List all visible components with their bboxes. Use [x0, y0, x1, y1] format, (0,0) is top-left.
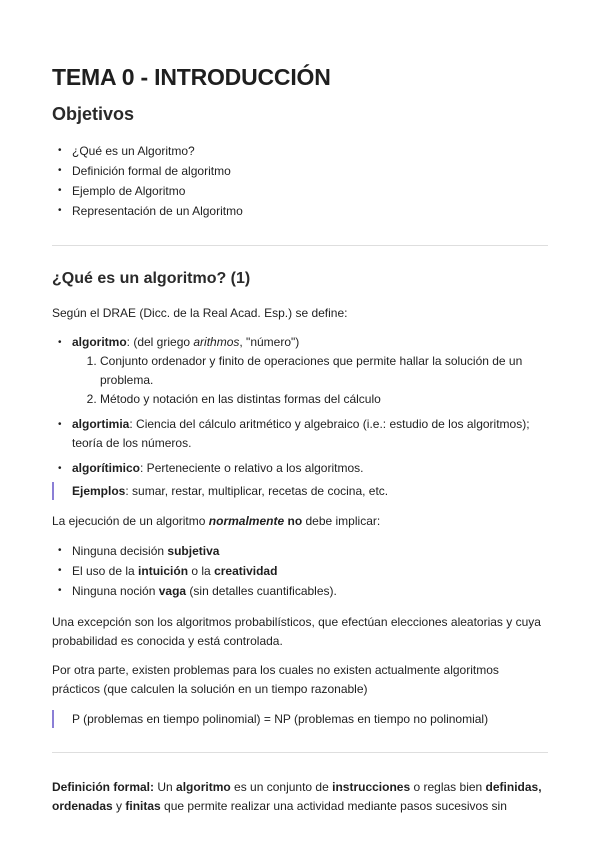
- formal-text: que permite realizar una actividad mediante pasos sucesivos sin: [160, 799, 507, 813]
- objectives-heading: Objetivos: [52, 104, 135, 124]
- definition-item: [58, 415, 548, 453]
- list-item: [58, 541, 337, 561]
- definition-item: [58, 459, 548, 478]
- section-divider: [52, 752, 548, 753]
- list-item: [58, 561, 337, 581]
- definition-item: [58, 333, 548, 409]
- definition-text: : Ciencia del cálculo aritmético y algebraico (i.e.: estudio de los algoritmos); teoría de los números.: [72, 417, 530, 450]
- condition-text: Ninguna noción: [72, 584, 159, 598]
- condition-text: Ninguna decisión: [72, 544, 168, 558]
- execution-negation: no: [287, 514, 303, 528]
- page-title: TEMA 0 - INTRODUCCIÓN: [52, 64, 331, 90]
- examples-text: : sumar, restar, multiplicar, recetas de cocina, etc.: [125, 484, 389, 498]
- formal-bold: instrucciones: [332, 780, 411, 794]
- formal-text: y: [112, 799, 126, 813]
- execution-emphasis: normalmente: [208, 514, 285, 528]
- sub-item: 1. Conjunto ordenador y finito de operaciones que permite hallar la solución de un problema.: [100, 352, 548, 390]
- condition-bold: vaga: [158, 584, 187, 598]
- pnp-callout: P (problemas en tiempo polinomial) = NP (problemas en tiempo no polinomial): [52, 710, 548, 728]
- examples-label: Ejemplos: [72, 484, 126, 498]
- definition-sublist: [72, 352, 548, 409]
- execution-paragraph: [52, 512, 548, 531]
- examples-callout: [52, 482, 548, 500]
- list-item: [58, 581, 337, 601]
- condition-bold: subjetiva: [167, 544, 220, 558]
- formal-bold: definidas, ordenadas: [52, 780, 542, 813]
- list-item: • Ejemplo de Algoritmo: [58, 181, 243, 201]
- execution-text: La ejecución de un algoritmo: [52, 514, 209, 528]
- list-item: • Definición formal de algoritmo: [58, 161, 243, 181]
- formal-bold: algoritmo: [176, 780, 231, 794]
- formal-bold: finitas: [125, 799, 161, 813]
- sub-item: 2. Método y notación en las distintas formas del cálculo: [100, 390, 548, 409]
- definition-text: : Perteneciente o relativo a los algoritmos.: [140, 461, 364, 475]
- definition-text: , "número"): [239, 335, 300, 349]
- formal-text: es un conjunto de: [230, 780, 333, 794]
- drae-intro: Según el DRAE (Dicc. de la Real Acad. Esp.) se define:: [52, 306, 348, 320]
- formal-text: Un: [154, 780, 177, 794]
- definitions-list: [58, 333, 548, 484]
- condition-text: El uso de la: [72, 564, 139, 578]
- condition-text: o la: [188, 564, 215, 578]
- list-item: • ¿Qué es un Algoritmo?: [58, 141, 243, 161]
- formal-label: Definición formal:: [52, 780, 155, 794]
- definition-term: algortimia: [72, 417, 130, 431]
- condition-bold: intuición: [138, 564, 189, 578]
- definition-text: : (del griego: [126, 335, 194, 349]
- exception-paragraph: Una excepción son los algoritmos probabilísticos, que efectúan elecciones aleatorias y cuya probabilidad es conocida y está controlada.: [52, 615, 541, 648]
- definition-term: algorítimico: [72, 461, 141, 475]
- definition-italic: arithmos: [193, 335, 240, 349]
- formal-definition: [52, 778, 548, 816]
- section-divider: [52, 245, 548, 246]
- formal-text: o reglas bien: [410, 780, 486, 794]
- problems-paragraph: Por otra parte, existen problemas para los cuales no existen actualmente algoritmos prácticos (que calculen la solución en un tiempo razonable): [52, 663, 499, 696]
- objectives-list: [58, 141, 243, 221]
- conditions-list: [58, 541, 337, 601]
- condition-bold: creatividad: [214, 564, 278, 578]
- definition-term: algoritmo: [72, 335, 127, 349]
- list-item: • Representación de un Algoritmo: [58, 201, 243, 221]
- section-heading: ¿Qué es un algoritmo? (1): [52, 270, 251, 287]
- condition-text: (sin detalles cuantificables).: [186, 584, 337, 598]
- execution-text: debe implicar:: [302, 514, 381, 528]
